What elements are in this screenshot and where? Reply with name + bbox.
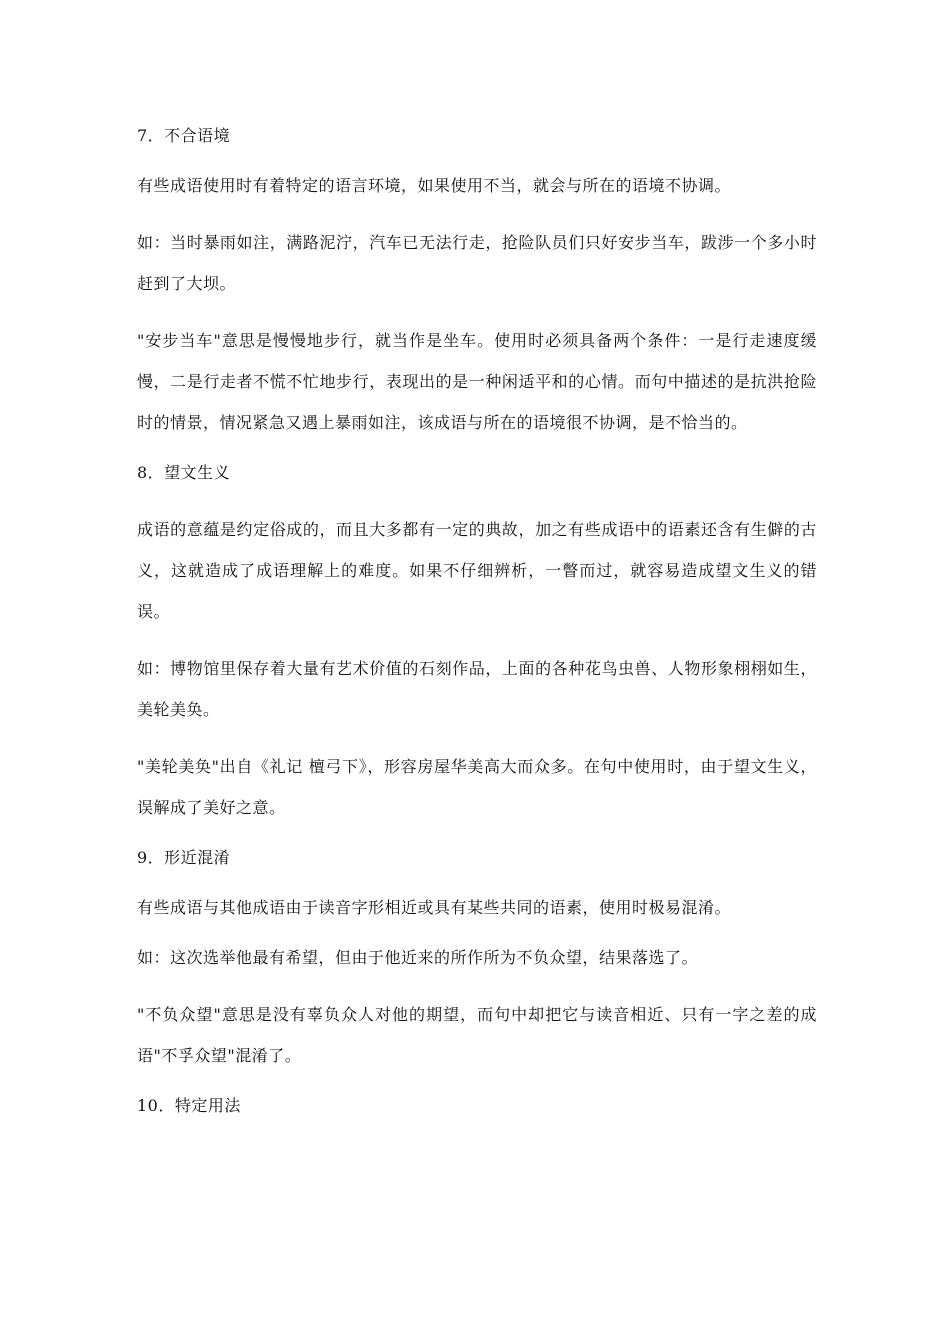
explanation-paragraph: "美轮美奂"出自《礼记 檀弓下》，形容房屋华美高大而众多。在句中使用时，由于望文生义，误解成了美好之意。: [137, 757, 817, 817]
section-7: [137, 122, 817, 443]
explanation-paragraph: "不负众望"意思是没有辜负众人对他的期望，而句中却把它与读音相近、只有一字之差的成语"不孚众望"混淆了。: [137, 1005, 817, 1065]
section-heading: 7．不合语境: [137, 126, 231, 145]
paragraph: 有些成语使用时有着特定的语言环境，如果使用不当，就会与所在的语境不协调。: [137, 176, 732, 195]
example-paragraph: 如：博物馆里保存着大量有艺术价值的石刻作品，上面的各种花鸟虫兽、人物形象栩栩如生，美轮美奂。: [137, 659, 817, 719]
section-8: [137, 459, 817, 828]
document-page: [137, 122, 817, 1142]
paragraph: 成语的意蕴是约定俗成的，而且大多都有一定的典故，加之有些成语中的语素还含有生僻的古义，这就造成了成语理解上的难度。如果不仔细辨析，一瞥而过，就容易造成望文生义的错误。: [137, 520, 817, 621]
example-paragraph: 如：当时暴雨如注，满路泥泞，汽车已无法行走，抢险队员们只好安步当车，跋涉一个多小时赶到了大坝。: [137, 233, 817, 293]
section-heading: 10．特定用法: [137, 1096, 241, 1115]
section-10: [137, 1092, 817, 1120]
paragraph: 有些成语与其他成语由于读音字形相近或具有某些共同的语素，使用时极易混淆。: [137, 898, 732, 917]
example-paragraph: 如：这次选举他最有希望，但由于他近来的所作所为不负众望，结果落选了。: [137, 948, 699, 967]
section-9: [137, 844, 817, 1076]
section-heading: 8．望文生义: [137, 463, 231, 482]
explanation-paragraph: "安步当车"意思是慢慢地步行，就当作是坐车。使用时必须具备两个条件：一是行走速度缓慢，二是行走者不慌不忙地步行，表现出的是一种闲适平和的心情。而句中描述的是抗洪抢险时的情景，情况紧急又遇上暴雨如注，该成语与所在的语境很不协调，是不恰当的。: [137, 331, 817, 432]
section-heading: 9．形近混淆: [137, 848, 231, 867]
